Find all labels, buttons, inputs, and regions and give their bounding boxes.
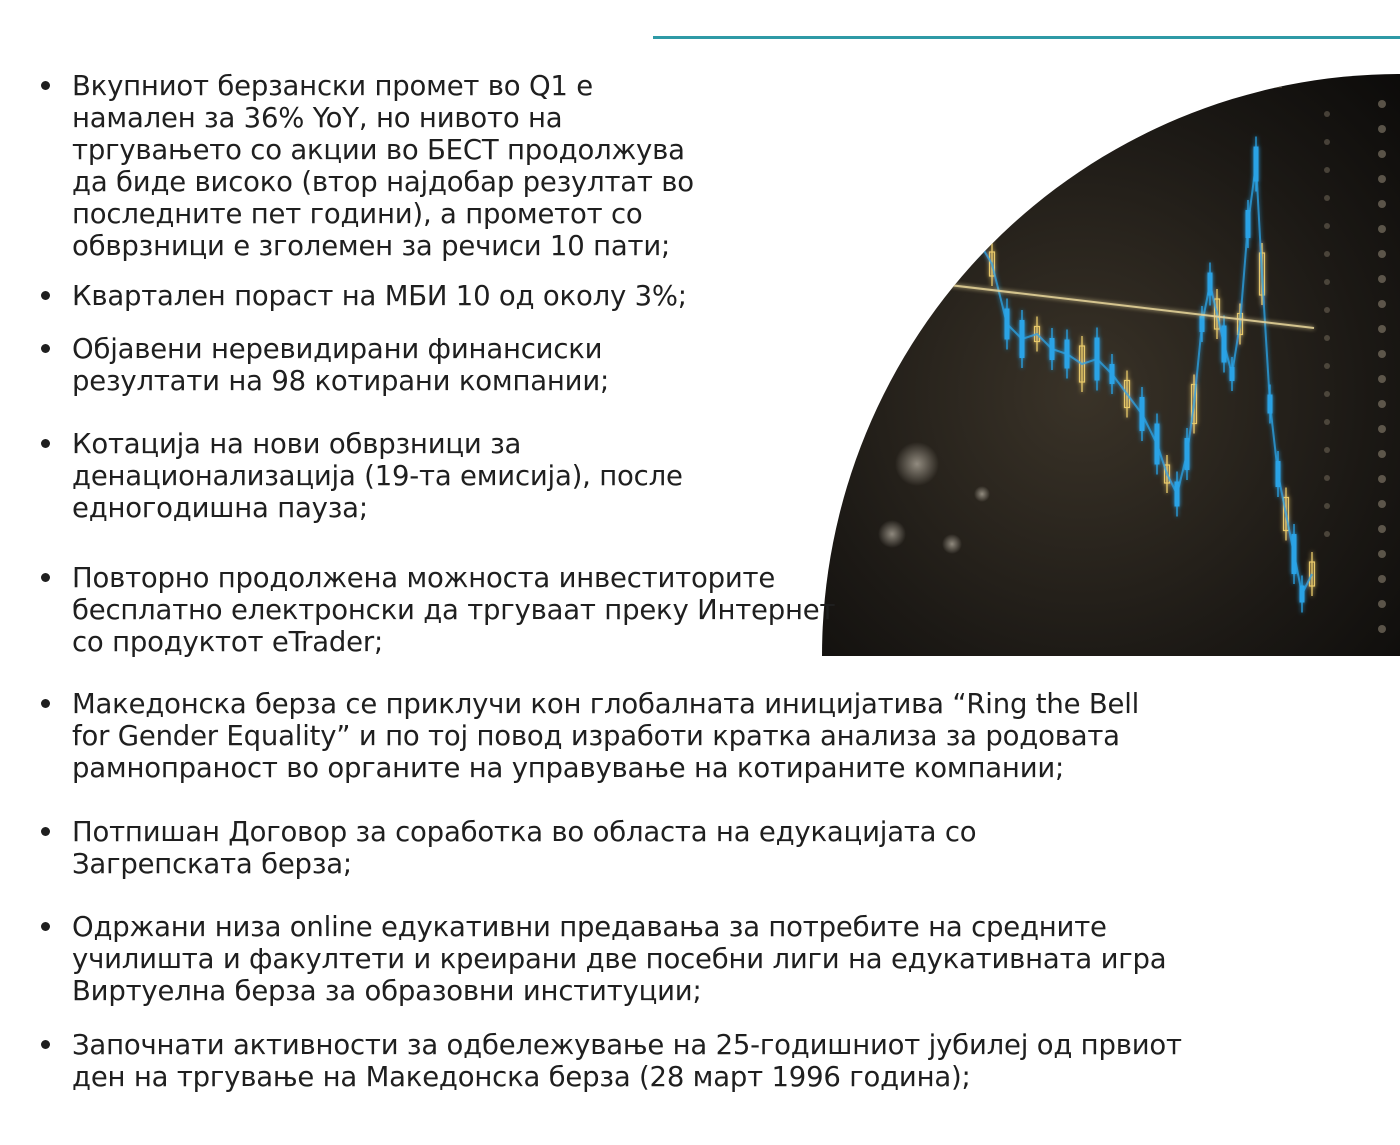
bullet-text-line: да биде високо (втор најдобар резултат во — [72, 166, 694, 198]
bullet-item — [72, 1029, 1372, 1093]
bullet-text-line: Потпишан Договор за соработка во областа на едукацијата со — [72, 816, 977, 848]
bullet-text-line: Повторно продолжена можноста инвеститорите — [72, 562, 776, 594]
bullet-text-line: for Gender Equality” и по тој повод изработи кратка анализа за родовата — [72, 720, 1120, 752]
bullet-item — [72, 280, 1372, 312]
bullet-item — [72, 562, 1372, 658]
bullet-text-line: резултати на 98 котирани компании; — [72, 365, 610, 397]
bullet-text-line: намален за 36% YoY, но нивото на — [72, 102, 563, 134]
bullet-item — [72, 688, 1372, 784]
bullet-text-line: Започнати активности за одбележување на 25-годишниот јубилеј од првиот — [72, 1029, 1182, 1061]
bullet-text-line: Котација на нови обврзници за — [72, 428, 522, 460]
bullet-text-line: рамнопраност во органите на управување на котираните компании; — [72, 752, 1065, 784]
bullet-text-line: Квартален пораст на МБИ 10 од околу 3%; — [72, 280, 687, 312]
bullet-item — [72, 911, 1372, 1007]
bullet-text-line: Вкупниот берзански промет во Q1 е — [72, 70, 593, 102]
bullet-text-line: тргувањето со акции во БЕСТ продолжува — [72, 134, 685, 166]
bullet-item — [72, 816, 1372, 880]
bullet-text-line: едногодишна пауза; — [72, 492, 368, 524]
bullet-text-line: бесплатно електронски да тргуваат преку Интернет — [72, 594, 836, 626]
bullet-text-line: обврзници е зголемен за речиси 10 пати; — [72, 230, 671, 262]
bullet-text-line: Виртуелна берза за образовни институции; — [72, 975, 702, 1007]
bullet-text-line: со продуктот eTrader; — [72, 626, 384, 658]
bullet-text-line: денационализација (19-та емисија), после — [72, 460, 683, 492]
bullet-text-line: Одржани низа online едукативни предавања за потребите на средните — [72, 911, 1107, 943]
bullet-item — [72, 333, 1372, 397]
bullet-item — [72, 428, 1372, 524]
bullet-text-line: Објавени неревидирани финансиски — [72, 333, 603, 365]
bullet-text-line: Македонска берза се приклучи кон глобалната иницијатива “Ring the Bell — [72, 688, 1140, 720]
bullet-text-line: училишта и факултети и креирани две посебни лиги на едукативната игра — [72, 943, 1167, 975]
bullet-text-line: Загрепската берза; — [72, 848, 352, 880]
bullet-item — [72, 70, 1372, 262]
top-divider-line — [653, 36, 1400, 39]
bullet-text-line: последните пет години), а прометот со — [72, 198, 643, 230]
bullet-text-line: ден на тргување на Македонска берза (28 март 1996 година); — [72, 1061, 971, 1093]
